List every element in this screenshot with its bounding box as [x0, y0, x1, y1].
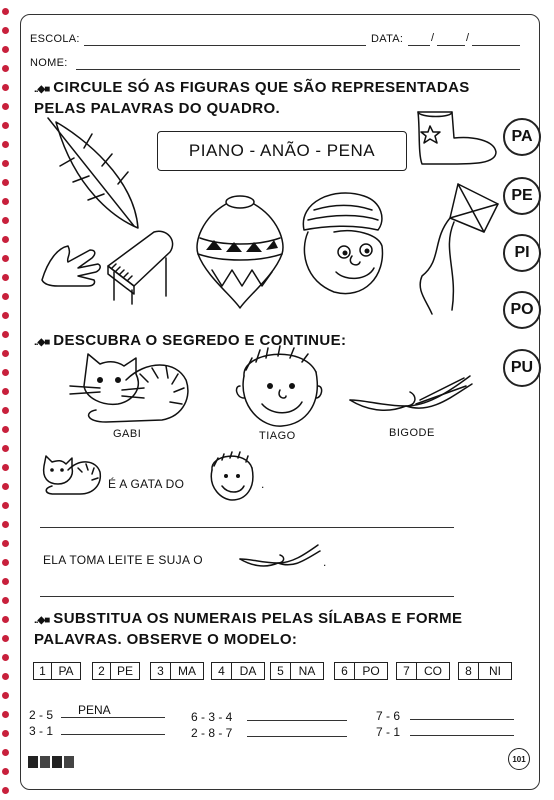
- section1-line2: PELAS PALAVRAS DO QUADRO.: [34, 100, 281, 117]
- caption-tiago: TIAGO: [259, 430, 296, 442]
- exercise-4-prompt: 2 - 8 - 7: [191, 726, 233, 740]
- exercise-6-prompt: 7 - 1: [376, 725, 401, 739]
- spiral-ring: [2, 730, 9, 737]
- answer-line-2[interactable]: [40, 596, 454, 597]
- name-label: NOME:: [30, 57, 68, 69]
- spiral-ring: [2, 388, 9, 395]
- spiral-ring: [2, 654, 9, 661]
- exercise-1-prompt: 2 - 5: [29, 708, 54, 722]
- spiral-ring: [2, 407, 9, 414]
- key-box-7: 7 CO: [396, 662, 450, 680]
- small-cat-icon: [36, 454, 104, 498]
- spiral-ring: [2, 236, 9, 243]
- date-slash-1: /: [431, 32, 435, 44]
- word-box: PIANO - ANÃO - PENA: [157, 131, 407, 171]
- spiral-ring: [2, 464, 9, 471]
- name-line[interactable]: [76, 69, 520, 70]
- date-day-line[interactable]: [408, 45, 430, 46]
- page-number: 101: [508, 748, 530, 770]
- spiral-ring: [2, 293, 9, 300]
- spiral-ring: [2, 559, 9, 566]
- key-box-2: 2 PE: [92, 662, 140, 680]
- spiral-ring: [2, 8, 9, 15]
- key-box-3: 3 MA: [150, 662, 204, 680]
- syllable-circle-pa[interactable]: PA: [503, 118, 541, 156]
- syllable-circle-pu[interactable]: PU: [503, 349, 541, 387]
- spiral-ring: [2, 179, 9, 186]
- spiral-ring: [2, 65, 9, 72]
- section2-instruction: ..◆■ DESCUBRA O SEGREDO E CONTINUE:: [34, 331, 346, 352]
- publisher-logo-icon: [28, 754, 78, 770]
- spiral-ring: [2, 787, 9, 794]
- section3-instruction: ..◆■ SUBSTITUA OS NUMERAIS PELAS SÍLABAS E FORME PALAVRAS. OBSERVE O MODELO:: [34, 610, 463, 648]
- syllable-circle-pi[interactable]: PI: [503, 234, 541, 272]
- diamond-bullet-icon: ..◆■: [34, 615, 50, 626]
- date-slash-2: /: [466, 32, 470, 44]
- key-box-8: 8 NI: [458, 662, 512, 680]
- exercise-5-line[interactable]: [410, 719, 514, 720]
- spiral-ring: [2, 445, 9, 452]
- school-label: ESCOLA:: [30, 33, 80, 45]
- exercise-1-line[interactable]: [61, 717, 165, 718]
- spiral-binding: [0, 0, 14, 800]
- diamond-bullet-icon: ..◆■: [34, 337, 50, 348]
- spiral-ring: [2, 768, 9, 775]
- spiral-ring: [2, 692, 9, 699]
- spiral-ring: [2, 578, 9, 585]
- spiral-ring: [2, 84, 9, 91]
- exercise-2-line[interactable]: [61, 734, 165, 735]
- spiral-ring: [2, 635, 9, 642]
- dwarf-face-icon: [294, 190, 394, 302]
- section1-line1: CIRCULE SÓ AS FIGURAS QUE SÃO REPRESENTADAS: [53, 79, 470, 96]
- caption-bigode: BIGODE: [389, 427, 435, 439]
- mustache-icon: [346, 370, 476, 430]
- key-box-1: 1 PA: [33, 662, 81, 680]
- school-line[interactable]: [84, 45, 366, 46]
- spiral-ring: [2, 483, 9, 490]
- date-year-line[interactable]: [472, 45, 520, 46]
- spiral-ring: [2, 255, 9, 262]
- diamond-bullet-icon: ..◆■: [34, 84, 50, 95]
- piano-icon: [104, 226, 184, 306]
- spiral-ring: [2, 350, 9, 357]
- key-box-6: 6 PO: [334, 662, 388, 680]
- spiral-ring: [2, 198, 9, 205]
- caption-gabi: GABI: [113, 428, 142, 440]
- sentence-leite-period: .: [323, 555, 327, 569]
- syllable-circle-po[interactable]: PO: [503, 291, 541, 329]
- spinning-top-icon: [192, 192, 288, 312]
- spiral-ring: [2, 711, 9, 718]
- date-month-line[interactable]: [437, 45, 465, 46]
- spiral-ring: [2, 616, 9, 623]
- spiral-ring: [2, 749, 9, 756]
- spiral-ring: [2, 502, 9, 509]
- syllable-circle-pe[interactable]: PE: [503, 177, 541, 215]
- spiral-ring: [2, 331, 9, 338]
- hand-icon: [38, 240, 108, 290]
- exercise-5-prompt: 7 - 6: [376, 709, 401, 723]
- spiral-ring: [2, 160, 9, 167]
- exercise-4-line[interactable]: [247, 736, 347, 737]
- answer-line-1[interactable]: [40, 527, 454, 528]
- key-box-4: 4 DA: [211, 662, 265, 680]
- small-mustache-icon: [238, 543, 322, 573]
- kite-icon: [412, 180, 502, 320]
- sentence-gata: É A GATA DO: [108, 477, 185, 491]
- boot-icon: [412, 108, 502, 168]
- spiral-ring: [2, 312, 9, 319]
- spiral-ring: [2, 27, 9, 34]
- spiral-ring: [2, 521, 9, 528]
- spiral-ring: [2, 141, 9, 148]
- sentence-gata-period: .: [261, 477, 265, 491]
- spiral-ring: [2, 46, 9, 53]
- exercise-3-line[interactable]: [247, 720, 347, 721]
- exercise-3-prompt: 6 - 3 - 4: [191, 710, 233, 724]
- feather-icon: [44, 118, 144, 238]
- spiral-ring: [2, 217, 9, 224]
- exercise-6-line[interactable]: [410, 735, 514, 736]
- key-box-5: 5 NA: [270, 662, 324, 680]
- exercise-1-answer: PENA: [78, 703, 111, 717]
- small-boy-icon: [204, 452, 258, 502]
- spiral-ring: [2, 597, 9, 604]
- date-label: DATA:: [371, 33, 404, 45]
- spiral-ring: [2, 673, 9, 680]
- spiral-ring: [2, 274, 9, 281]
- exercise-2-prompt: 3 - 1: [29, 724, 54, 738]
- spiral-ring: [2, 122, 9, 129]
- boy-face-icon: [232, 346, 324, 430]
- spiral-ring: [2, 369, 9, 376]
- section1-instruction: [34, 78, 470, 118]
- spiral-ring: [2, 426, 9, 433]
- sentence-leite: ELA TOMA LEITE E SUJA O: [43, 553, 203, 567]
- cat-icon: [66, 350, 196, 430]
- spiral-ring: [2, 103, 9, 110]
- spiral-ring: [2, 540, 9, 547]
